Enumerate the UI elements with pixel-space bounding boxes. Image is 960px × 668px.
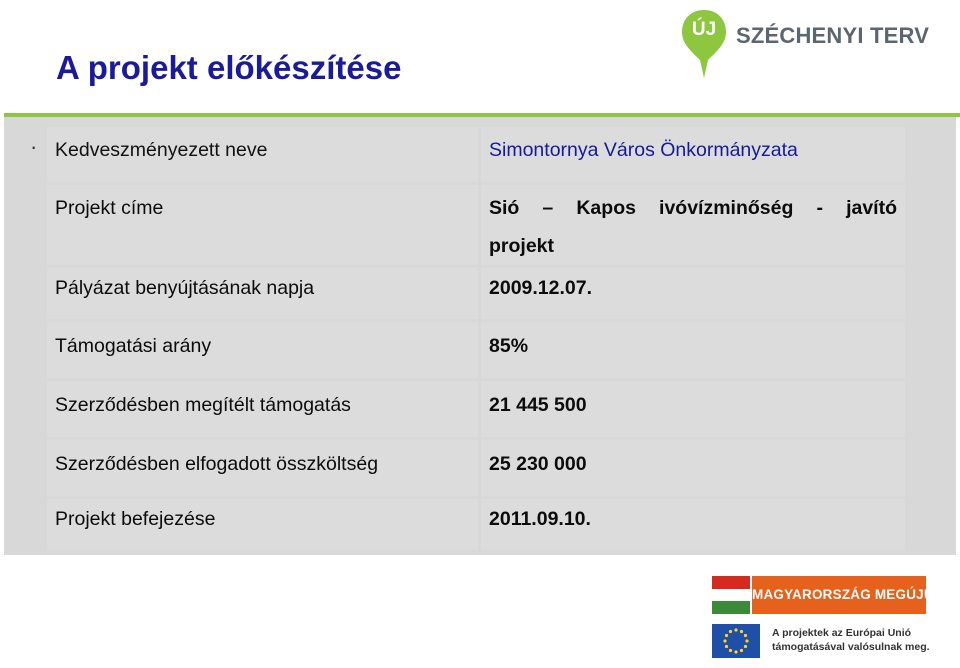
row-label: Támogatási arány <box>47 322 478 378</box>
row-label: Szerződésben megítélt támogatás <box>47 381 478 437</box>
row-value-line: projekt <box>489 235 555 257</box>
row-value: 2009.12.07. <box>481 268 905 319</box>
row-label: Kedveszményezett neve <box>47 127 478 182</box>
table-row <box>47 499 905 550</box>
eu-flag-icon <box>712 624 760 658</box>
table-row <box>47 381 905 437</box>
brand-name: SZÉCHENYI TERV <box>736 23 930 48</box>
row-value: 21 445 500 <box>481 381 905 437</box>
row-value <box>481 185 905 265</box>
eu-note-line: támogatásával valósulnak meg. <box>772 641 930 653</box>
row-value-line: Sió – Kapos ivóvízminőség - javító <box>489 197 897 219</box>
hungarian-flag-icon <box>712 576 750 614</box>
magyarorszag-megujul-banner: MAGYARORSZÁG MEGÚJUL <box>752 576 926 614</box>
row-label: Projekt befejezése <box>47 499 478 550</box>
row-label: Pályázat benyújtásának napja <box>47 268 478 319</box>
project-info-table <box>44 124 908 553</box>
pin-label: ÚJ <box>691 19 717 40</box>
table-row <box>47 185 905 265</box>
eu-support-note <box>772 626 930 654</box>
table-row <box>47 127 905 182</box>
bullet-mark: · <box>30 134 38 159</box>
eu-note-line: A projektek az Európai Unió <box>772 627 912 639</box>
szechenyi-terv-logo <box>680 8 930 80</box>
row-value: Simontornya Város Önkormányzata <box>481 127 905 182</box>
row-value: 85% <box>481 322 905 378</box>
page-title: A projekt előkészítése <box>56 49 402 86</box>
table-row <box>47 322 905 378</box>
row-label: Projekt címe <box>47 185 478 265</box>
table-row <box>47 440 905 496</box>
table-row <box>47 268 905 319</box>
row-value: 25 230 000 <box>481 440 905 496</box>
row-value: 2011.09.10. <box>481 499 905 550</box>
row-label: Szerződésben elfogadott összköltség <box>47 440 478 496</box>
